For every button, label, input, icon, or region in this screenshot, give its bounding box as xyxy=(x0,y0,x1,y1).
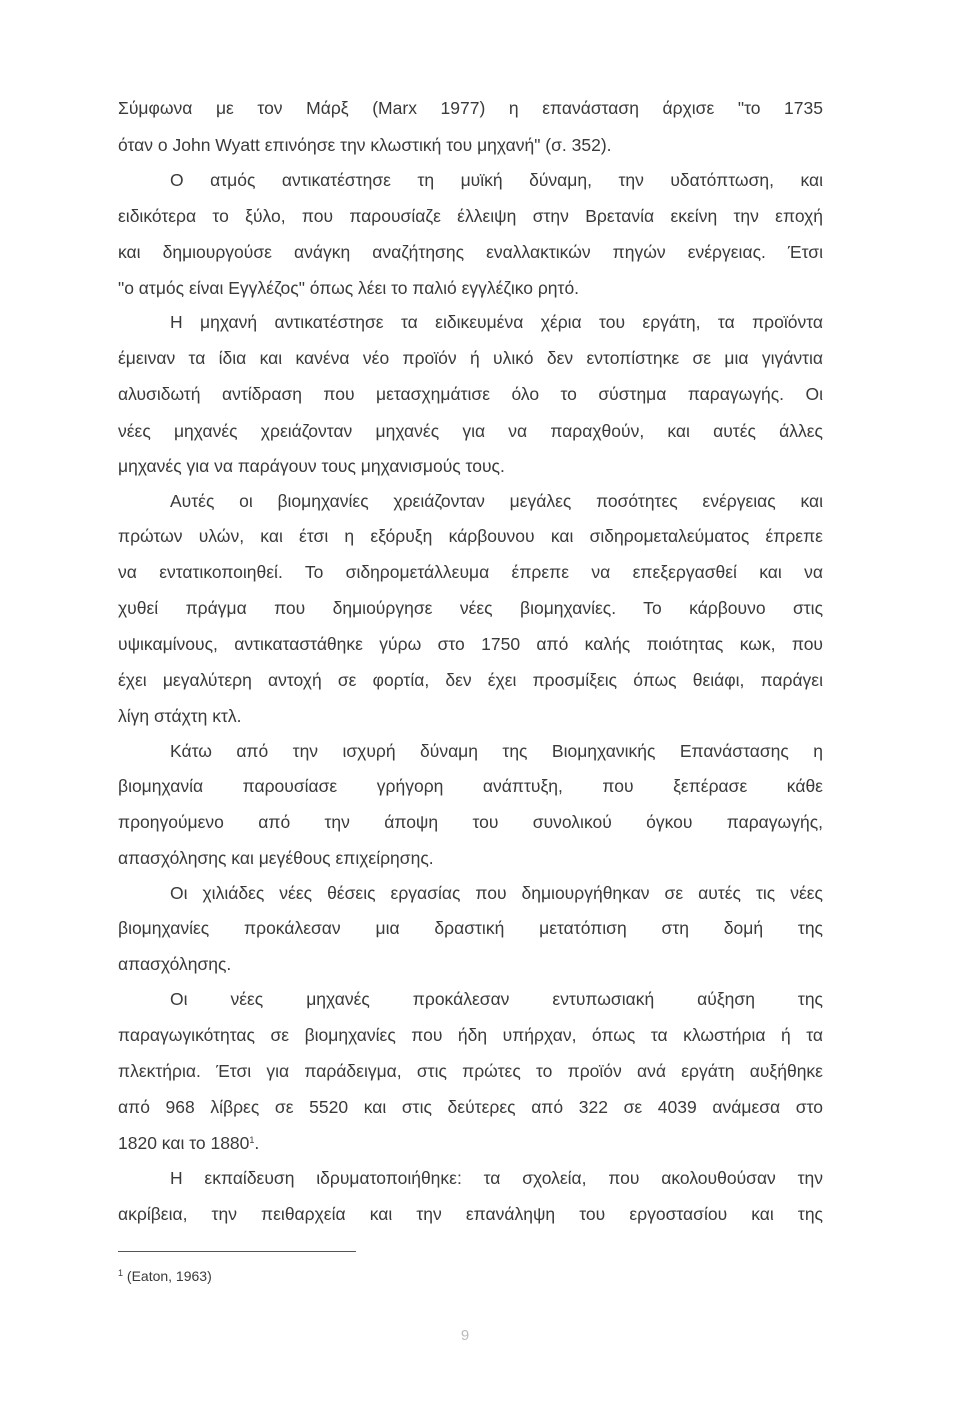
text-line: λίγη στάχτη κτλ. xyxy=(118,706,242,726)
text-line-tail: . xyxy=(254,1133,260,1153)
text-line: Οι χιλιάδες νέες θέσεις εργασίας που δημιουργήθηκαν σε αυτές τις νέες xyxy=(170,883,823,903)
text-line: απασχόλησης και μεγέθους επιχείρησης. xyxy=(118,848,434,868)
footnote-reference: 1 xyxy=(249,1135,255,1145)
footnote-marker: 1 xyxy=(118,1268,124,1278)
page-number: 9 xyxy=(460,1327,470,1344)
text-line: Οι νέες μηχανές προκάλεσαν εντυπωσιακή αύξηση της xyxy=(170,989,823,1009)
text-line: πλεκτήρια. Έτσι για παράδειγμα, στις πρώτες το προϊόν ανά εργάτη αυξήθηκε xyxy=(118,1061,823,1081)
text-line xyxy=(118,1132,823,1154)
text-line-body: 1820 και το 1880 xyxy=(118,1133,250,1153)
text-line: Σύμφωνα με τον Μάρξ (Marx 1977) η επανάσταση άρχισε "το 1735 xyxy=(118,98,823,118)
text-line: παραγωγικότητας σε βιομηχανίες που ήδη υπήρχαν, όπως τα κλωστήρια ή τα xyxy=(118,1025,823,1045)
text-line: πρώτων υλών, και έτσι η εξόρυξη κάρβουνου και σιδηρομεταλεύματος έπρεπε xyxy=(118,526,823,546)
text-line: χυθεί πράγμα που δημιούργησε νέες βιομηχανίες. Το κάρβουνο στις xyxy=(118,598,823,618)
text-line: βιομηχανία παρουσίασε γρήγορη ανάπτυξη, που ξεπέρασε κάθε xyxy=(118,776,823,796)
text-line: υψικαμίνους, αντικαταστάθηκε γύρω στο 1750 από καλής ποιότητας κωκ, που xyxy=(118,634,823,654)
footnote-text: (Eaton, 1963) xyxy=(123,1268,212,1284)
text-line: έμειναν τα ίδια και κανένα νέο προϊόν ή υλικό δεν εντοπίστηκε σε μια γιγάντια xyxy=(118,348,823,368)
footnote-separator xyxy=(118,1251,356,1252)
text-line: Κάτω από την ισχυρή δύναμη της Βιομηχανικής Επανάστασης η xyxy=(170,741,823,761)
text-line: ακρίβεια, την πειθαρχεία και την επανάληψη του εργοστασίου και της xyxy=(118,1204,823,1224)
text-line: όταν ο John Wyatt επινόησε την κλωστική του μηχανή" (σ. 352). xyxy=(118,135,612,155)
text-line: Η εκπαίδευση ιδρυματοποιήθηκε: τα σχολεία, που ακολουθούσαν την xyxy=(170,1168,823,1188)
footnote xyxy=(118,1267,212,1285)
text-line: Η μηχανή αντικατέστησε τα ειδικευμένα χέρια του εργάτη, τα προϊόντα xyxy=(170,312,823,332)
text-line: Αυτές οι βιομηχανίες χρειάζονταν μεγάλες ποσότητες ενέργειας και xyxy=(170,491,823,511)
text-line: μηχανές για να παράγουν τους μηχανισμούς τους. xyxy=(118,456,505,476)
text-line: από 968 λίβρες σε 5520 και στις δεύτερες από 322 σε 4039 ανάμεσα στο xyxy=(118,1097,823,1117)
text-line: να εντατικοποιηθεί. Το σιδηρομετάλλευμα έπρεπε να επεξεργασθεί και να xyxy=(118,562,823,582)
text-line: έχει μεγαλύτερη αντοχή σε φορτία, δεν έχει προσμίξεις όπως θειάφι, παράγει xyxy=(118,670,823,690)
text-line: ειδικότερα το ξύλο, που παρουσίαζε έλλειψη στην Βρετανία εκείνη την εποχή xyxy=(118,206,823,226)
text-line: βιομηχανίες προκάλεσαν μια δραστική μετατόπιση στη δομή της xyxy=(118,918,823,938)
text-line: "ο ατμός είναι Εγγλέζος" όπως λέει το παλιό εγγλέζικο ρητό. xyxy=(118,278,580,298)
text-line: Ο ατμός αντικατέστησε τη μυϊκή δύναμη, την υδατόπτωση, και xyxy=(170,170,823,190)
text-line: προηγούμενο από την άποψη του συνολικού όγκου παραγωγής, xyxy=(118,812,823,832)
text-line: και δημιουργούσε ανάγκη αναζήτησης εναλλακτικών πηγών ενέργειας. Έτσι xyxy=(118,242,823,262)
text-line: απασχόλησης. xyxy=(118,954,232,974)
text-line: νέες μηχανές χρειάζονταν μηχανές για να παραχθούν, και αυτές άλλες xyxy=(118,421,823,441)
text-line: αλυσιδωτή αντίδραση που μετασχημάτισε όλο το σύστημα παραγωγής. Οι xyxy=(118,384,823,404)
